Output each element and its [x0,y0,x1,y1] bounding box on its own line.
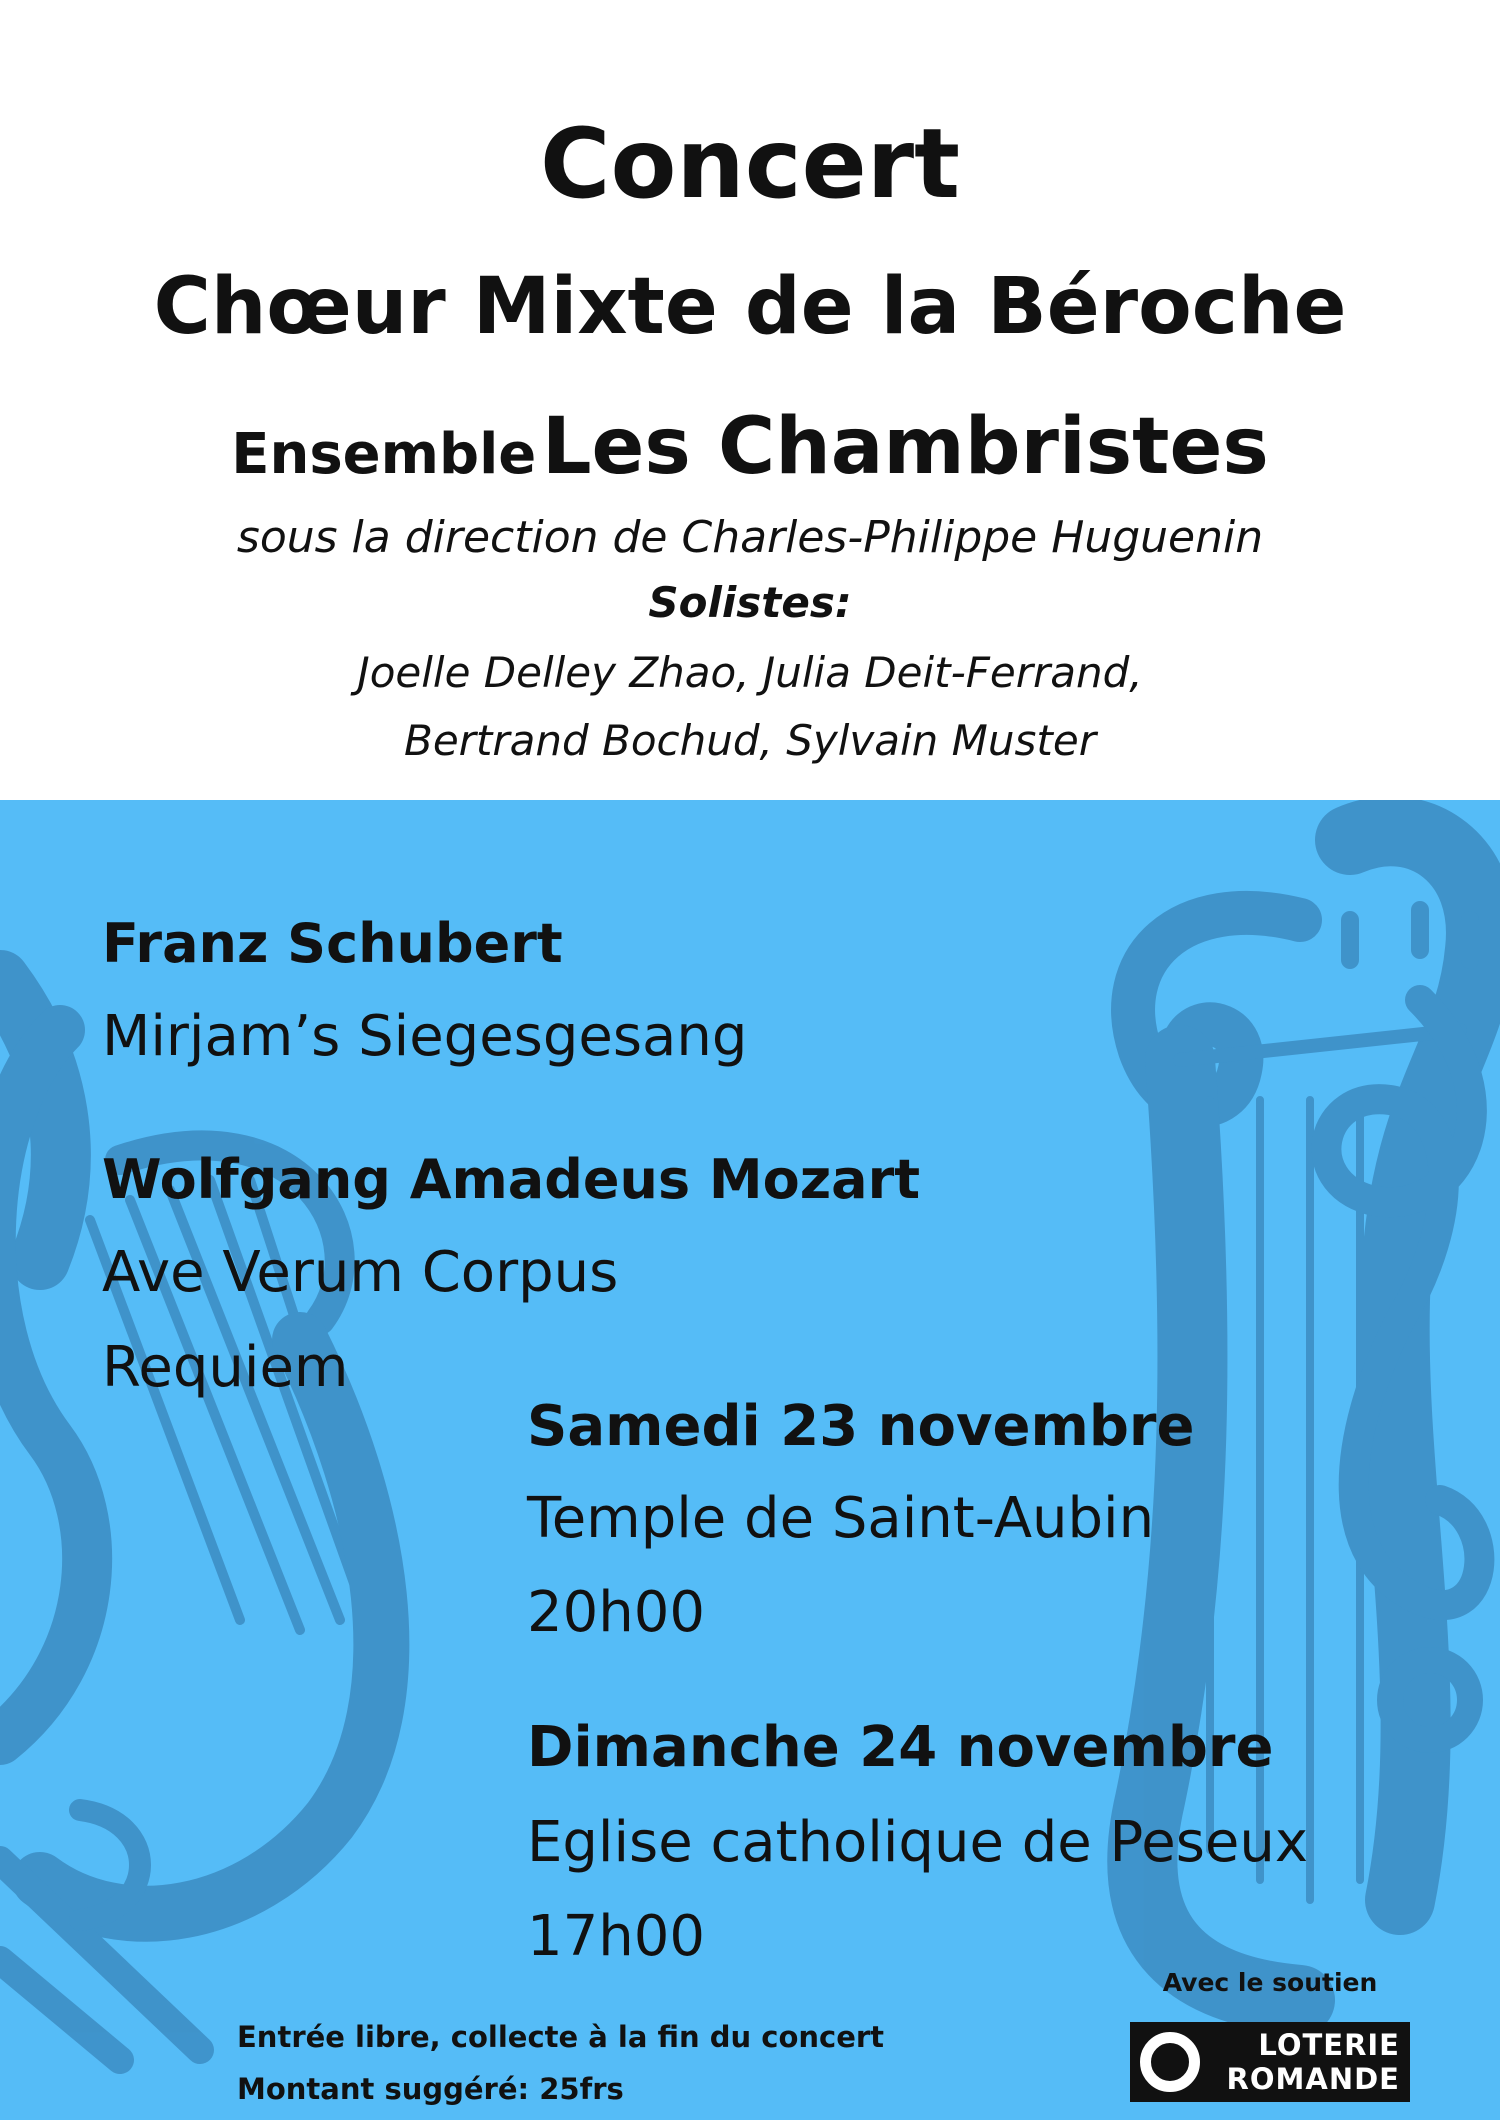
date-dimanche: Dimanche 24 novembre [527,1715,1274,1780]
date-samedi: Samedi 23 novembre [527,1394,1195,1459]
direction-line: sous la direction de Charles-Philippe Huguenin [236,512,1264,563]
soloists-names-line1: Joelle Delley Zhao, Julia Deit-Ferrand, [357,648,1143,697]
loterie-romande-logo [1130,2022,1410,2102]
ensemble-prefix: Ensemble [231,422,537,487]
ensemble-name: Les Chambristes [541,402,1269,492]
place-saint-aubin: Temple de Saint-Aubin [527,1486,1155,1551]
poster-title: Concert [540,108,960,220]
soloists-names-line2: Bertrand Bochud, Sylvain Muster [404,716,1096,765]
place-peseux: Eglise catholique de Peseux [527,1810,1308,1875]
logo-line1: LOTERIE [1258,2028,1400,2062]
program-section [0,800,1500,2120]
work-requiem: Requiem [102,1335,349,1400]
work-mirjam: Mirjam’s Siegesgesang [102,1004,748,1069]
entry-info: Entrée libre, collecte à la fin du concert [237,2020,885,2054]
logo-line2: ROMANDE [1226,2062,1400,2096]
soloists-label: Solistes: [648,578,852,627]
support-label: Avec le soutien [1162,1968,1378,1997]
work-ave-verum: Ave Verum Corpus [102,1240,619,1305]
time-dimanche: 17h00 [527,1904,706,1969]
logo-ring-icon [1140,2032,1200,2092]
composer-schubert: Franz Schubert [102,912,563,975]
header-section [0,0,1500,800]
time-samedi: 20h00 [527,1580,706,1645]
lyre-decoration [0,800,1500,2120]
composer-mozart: Wolfgang Amadeus Mozart [102,1148,921,1211]
choir-name: Chœur Mixte de la Béroche [153,262,1347,352]
sponsor-block [1130,1968,1410,1997]
suggested-amount: Montant suggéré: 25frs [237,2072,624,2106]
ensemble-line [0,402,1500,492]
